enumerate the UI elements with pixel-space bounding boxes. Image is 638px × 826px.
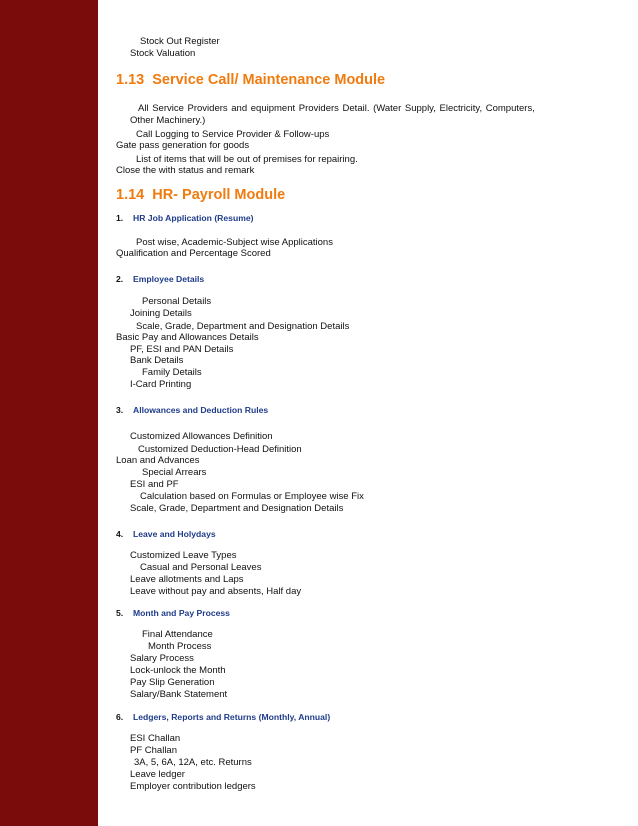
list-item: Customized Deduction-Head Definition (138, 444, 302, 455)
section-heading-1-14: 1.14 HR- Payroll Module (116, 187, 286, 203)
list-item: Salary Process (130, 653, 194, 664)
subsection-heading: 1. HR Job Application (Resume) (116, 213, 254, 223)
list-item: Customized Leave Types (130, 550, 237, 561)
subsection-heading: 4. Leave and Holydays (116, 529, 216, 539)
list-item: Personal Details (142, 296, 212, 307)
list-item: Leave allotments and Laps (130, 574, 244, 585)
subsection-heading: 3. Allowances and Deduction Rules (116, 405, 269, 415)
text-line: Close the with status and remark (116, 165, 255, 176)
list-item: ESI and PF (130, 479, 179, 490)
list-item: Stock Valuation (130, 48, 196, 59)
subsection-heading: 6. Ledgers, Reports and Returns (Monthly, Annual) (116, 712, 331, 722)
text-line: Gate pass generation for goods (116, 140, 250, 151)
list-item: Leave ledger (130, 769, 185, 780)
list-item: Call Logging to Service Provider & Follow-ups (136, 129, 330, 140)
list-item: Family Details (142, 367, 202, 378)
list-item: Stock Out Register (140, 36, 220, 47)
subsection-heading: 2. Employee Details (116, 274, 205, 284)
list-item-continuation: Other Machinery.) (130, 115, 206, 126)
list-item: Leave without pay and absents, Half day (130, 586, 302, 597)
list-item: Joining Details (130, 308, 192, 319)
list-item: All Service Providers and equipment Providers Detail. (Water Supply, Electricity, Computers, (138, 103, 535, 114)
list-item: Scale, Grade, Department and Designation Details (130, 503, 344, 514)
list-item: Calculation based on Formulas or Employee wise Fix (140, 491, 364, 502)
list-item: Special Arrears (142, 467, 207, 478)
list-item: ESI Challan (130, 733, 181, 744)
list-item: Bank Details (130, 355, 184, 366)
subsection-heading: 5. Month and Pay Process (116, 608, 230, 618)
list-item: Customized Allowances Definition (130, 431, 273, 442)
list-item: Post wise, Academic-Subject wise Applications (136, 237, 333, 248)
text-line: Qualification and Percentage Scored (116, 248, 271, 259)
left-margin-band (0, 0, 98, 826)
section-heading-1-13: 1.13 Service Call/ Maintenance Module (116, 72, 386, 88)
text-line: Loan and Advances (116, 455, 200, 466)
list-item: 3A, 5, 6A, 12A, etc. Returns (134, 757, 252, 768)
list-item: I-Card Printing (130, 379, 192, 390)
list-item: Month Process (148, 641, 212, 652)
list-item: Pay Slip Generation (130, 677, 215, 688)
document-page (116, 0, 626, 826)
list-item: Employer contribution ledgers (130, 781, 256, 792)
list-item: List of items that will be out of premises for repairing. (136, 154, 358, 165)
text-line: PF, ESI and PAN Details (130, 344, 234, 355)
text-line: Basic Pay and Allowances Details (116, 332, 259, 343)
list-item: Final Attendance (142, 629, 213, 640)
list-item: Casual and Personal Leaves (140, 562, 262, 573)
list-item: PF Challan (130, 745, 177, 756)
list-item: Scale, Grade, Department and Designation Details (136, 321, 350, 332)
list-item: Salary/Bank Statement (130, 689, 228, 700)
list-item: Lock-unlock the Month (130, 665, 226, 676)
